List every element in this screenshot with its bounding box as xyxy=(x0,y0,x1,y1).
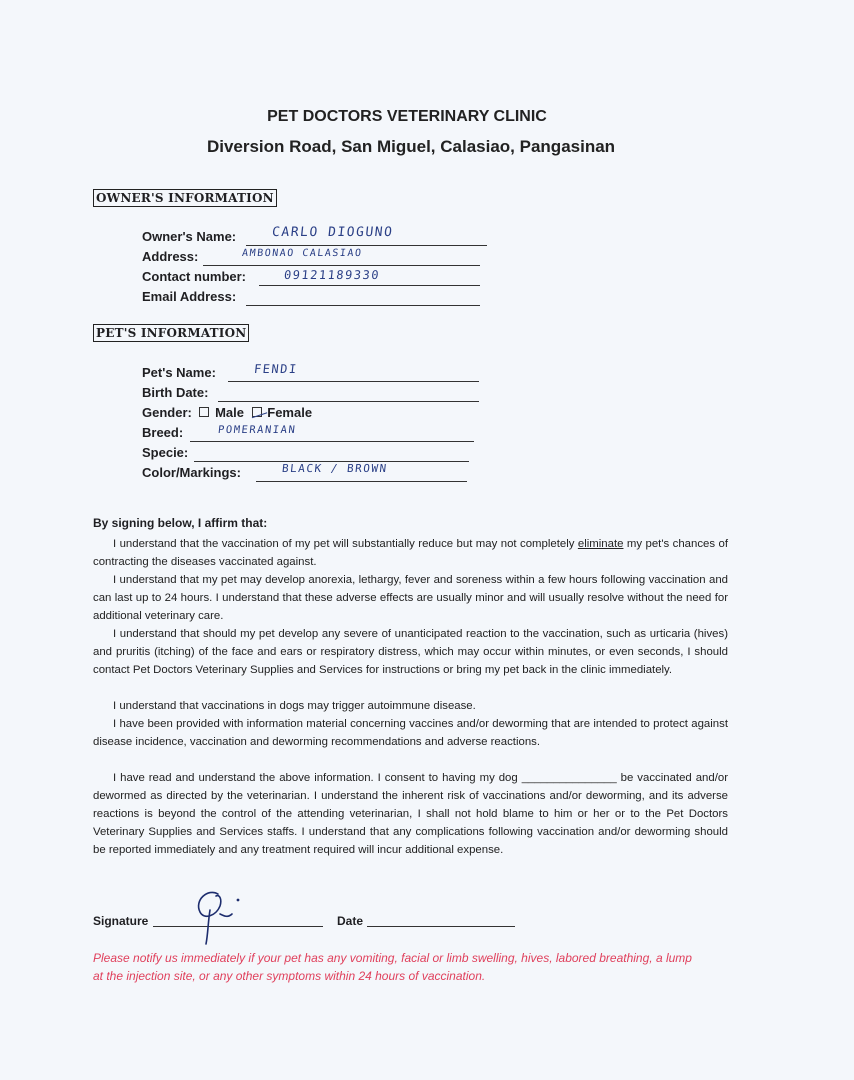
pet-breed-row xyxy=(142,424,474,442)
pet-breed-label: Breed: xyxy=(142,425,184,440)
affirm-paragraph-4: I understand that vaccinations in dogs may trigger autoimmune disease. xyxy=(113,700,476,712)
pet-breed-value: POMERANIAN xyxy=(217,424,297,436)
vaccination-notice: Please notify us immediately if your pet has any vomiting, facial or limb swelling, hives, labored breathing, a lump at the injection site, or any other symptoms within 24 hours of vaccination. xyxy=(93,951,692,983)
pet-color-line[interactable] xyxy=(256,481,467,482)
gender-male-label: Male xyxy=(215,405,244,420)
pet-color-row xyxy=(142,464,467,482)
gender-female-mark xyxy=(248,403,267,418)
affirm-p6-start: I have read and understand the above information. I consent to having my dog xyxy=(113,772,522,784)
pet-color-label: Color/Markings: xyxy=(142,465,241,480)
date-label: Date xyxy=(337,914,364,928)
dog-name-blank[interactable]: _______________ xyxy=(521,772,617,784)
owner-contact-value: 09121189330 xyxy=(283,268,381,282)
owner-address-row xyxy=(142,248,480,266)
handwritten-signature xyxy=(180,886,250,946)
pet-name-label: Pet's Name: xyxy=(142,365,216,380)
owner-address-value: AMBONAO CALASIAO xyxy=(241,248,363,259)
pet-specie-label: Specie: xyxy=(142,445,189,460)
owner-name-row xyxy=(142,225,487,246)
owner-email-label: Email Address: xyxy=(142,289,237,304)
clinic-name: PET DOCTORS VETERINARY CLINIC xyxy=(267,108,547,125)
gender-female-checkbox[interactable] xyxy=(252,407,262,417)
affirm-paragraph-1 xyxy=(93,535,728,571)
date-line[interactable] xyxy=(367,926,515,927)
owner-email-line[interactable] xyxy=(246,305,480,306)
affirm-p6-end: be vaccinated and/or dewormed as directed by the veterinarian. I understand the inherent risk of vaccinations and/or deworming, and its adverse reactions is beyond the control of the attending veterinarian, I shall not hold blame to him or her or to the Pet Doctors Veterinary Supplies and Services staffs. I understand that any complications following vaccination and/or deworming should be reported immediately and any treatment required will incur additional expense. xyxy=(93,772,728,856)
affirm-paragraph-2: I understand that my pet may develop anorexia, lethargy, fever and soreness within a few hours following vaccination and can last up to 24 hours. I understand that these adverse effects are usually minor and will usually resolve without the need for additional veterinary care. xyxy=(93,574,728,622)
owner-email-row xyxy=(142,288,480,306)
affirm-paragraph-6 xyxy=(93,769,728,859)
pet-birth-row xyxy=(142,384,479,402)
gender-male-checkbox[interactable] xyxy=(199,407,209,417)
pet-birth-line[interactable] xyxy=(218,401,479,402)
affirm-p1-underlined: eliminate xyxy=(577,538,624,550)
pet-breed-line[interactable] xyxy=(190,441,474,442)
affirm-p1-end: my pet's chances of contracting the diseases vaccinated against. xyxy=(93,538,728,568)
owner-contact-row xyxy=(142,268,480,286)
pet-name-row xyxy=(142,364,479,382)
pet-gender-label: Gender: xyxy=(142,405,192,420)
owner-name-label: Owner's Name: xyxy=(142,229,237,244)
owner-contact-line[interactable] xyxy=(259,285,480,286)
affirm-p1-start: I understand that the vaccination of my pet will substantially reduce but may not completely xyxy=(113,538,578,550)
gender-female-label: Female xyxy=(267,405,313,420)
affirm-paragraph-3: I understand that should my pet develop any severe of unanticipated reaction to the vaccination, such as urticaria (hives) and pruritis (itching) of the face and ears or respiratory distress, which may occur within minutes, or even seconds, I should contact Pet Doctors Veterinary Supplies and Services for instructions or bring my pet back in the clinic immediately. xyxy=(93,628,728,676)
owner-address-label: Address: xyxy=(142,249,199,264)
affirm-paragraph-5: I have been provided with information material concerning vaccines and/or deworming that are intended to protect against disease incidence, vaccination and deworming recommendations and adverse reactions. xyxy=(93,718,728,748)
signature-label: Signature xyxy=(93,914,149,928)
clinic-address: Diversion Road, San Miguel, Calasiao, Pangasinan xyxy=(206,137,616,156)
pet-section-title: PET'S INFORMATION xyxy=(93,324,249,342)
pet-color-value: BLACK / BROWN xyxy=(281,462,389,475)
pet-birth-label: Birth Date: xyxy=(142,385,209,400)
pet-name-value: FENDI xyxy=(253,362,299,376)
owner-contact-label: Contact number: xyxy=(142,269,246,284)
affirmation-heading: By signing below, I affirm that: xyxy=(93,516,268,530)
pet-name-line[interactable] xyxy=(228,381,479,382)
pet-gender-row xyxy=(142,404,402,422)
owner-section-title: OWNER'S INFORMATION xyxy=(93,189,277,207)
owner-name-value: CARLO DIOGUNO xyxy=(271,225,395,240)
